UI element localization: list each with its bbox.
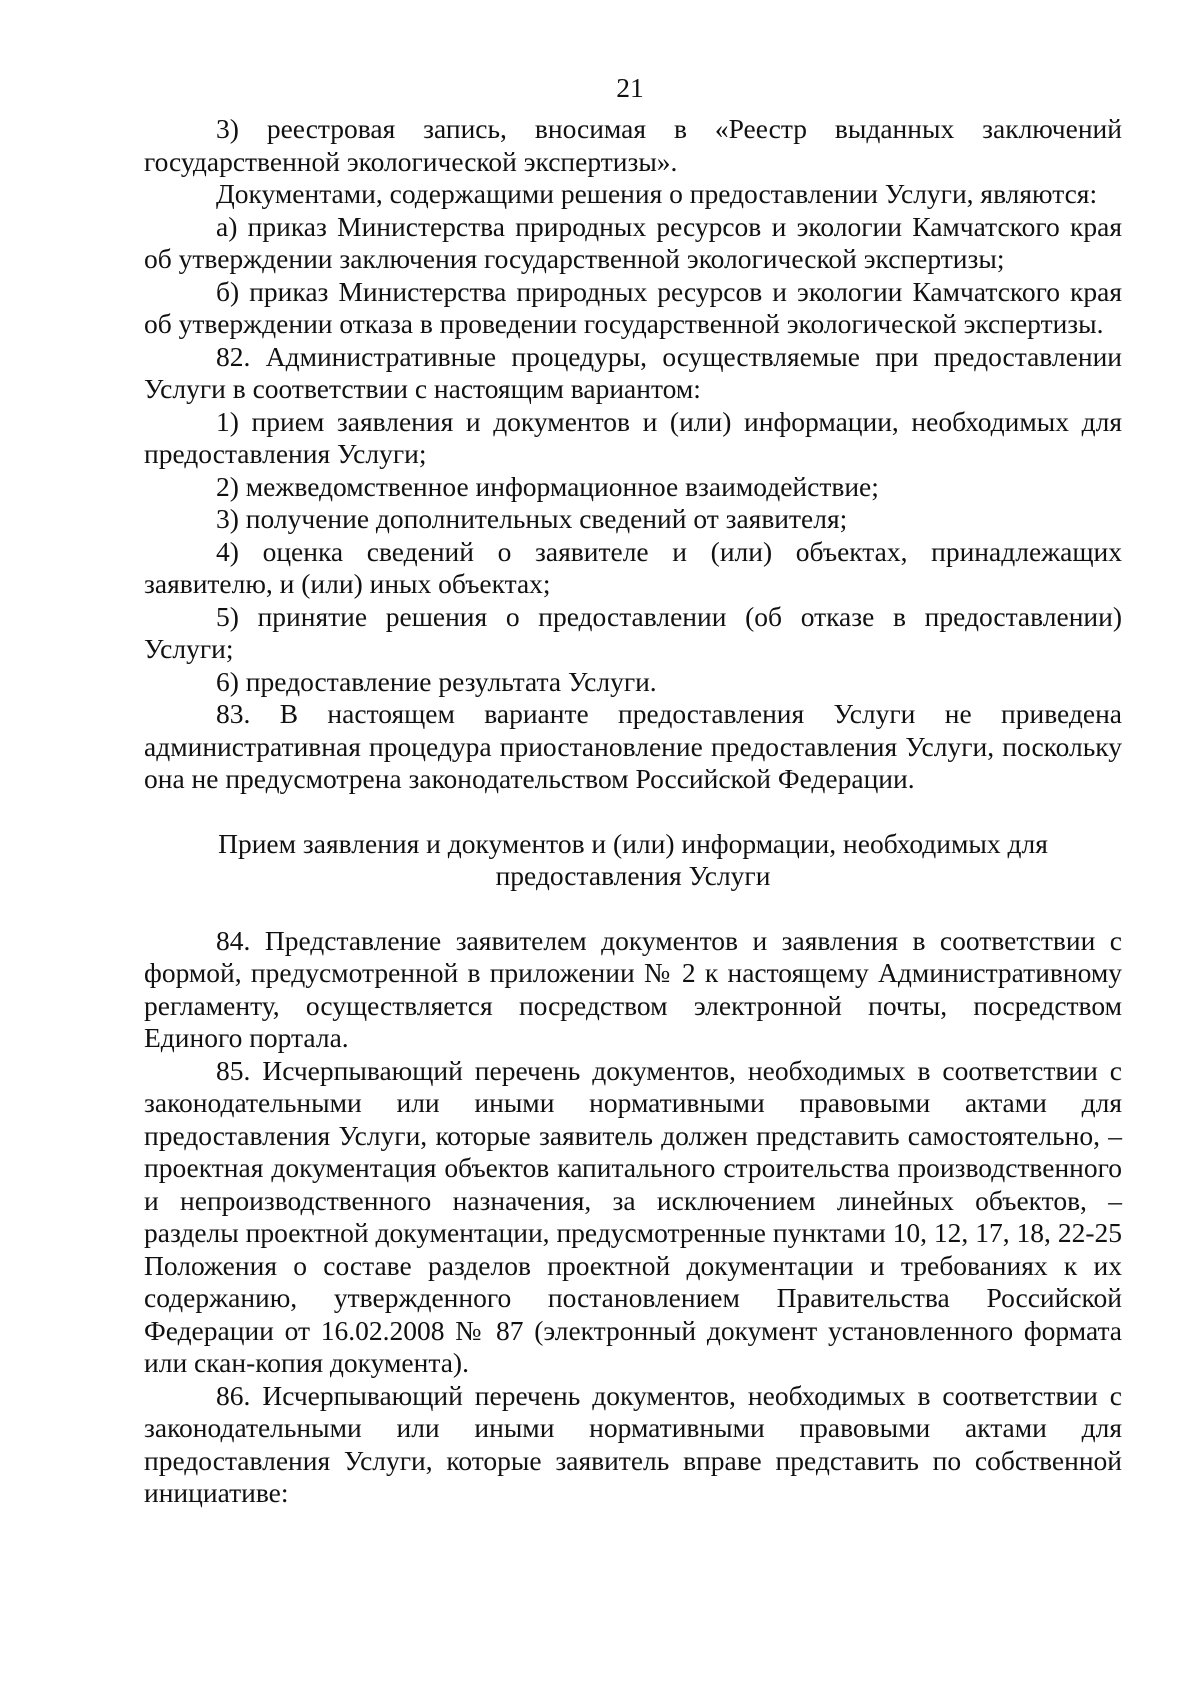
list-item-5: 5) принятие решения о предоставлении (об отказе в предоставлении) Услуги; [144,600,1122,664]
paragraph-86: 86. Исчерпывающий перечень документов, необходимых в соответствии с законодательными или иными нормативными правовыми актами для предоставления Услуги, которые заявитель вправе представить по собственной инициативе: [144,1379,1122,1508]
spacer [144,796,1122,828]
paragraph-decision-documents: Документами, содержащими решения о предоставлении Услуги, являются: [216,178,1098,209]
spacer [144,893,1122,925]
paragraph-82: 82. Административные процедуры, осуществляемые при предоставлении Услуги в соответствии с настоящим вариантом: [144,340,1122,404]
list-item-6: 6) предоставление результата Услуги. [216,665,657,697]
list-item-1: 1) прием заявления и документов и (или) информации, необходимых для предоставления Услуги; [144,405,1122,469]
list-item-2: 2) межведомственное информационное взаимодействие; [216,470,879,502]
paragraph-order-refusal: б) приказ Министерства природных ресурсов и экологии Камчатского края об утверждении отказа в проведении государственной экологической экспертизы. [144,275,1122,339]
paragraph-83: 83. В настоящем варианте предоставления Услуги не приведена административная процедура приостановление предоставления Услуги, поскольку она не предусмотрена законодательством Российской Федерации. [144,698,1122,794]
document-body [144,113,1122,1510]
paragraph-85: 85. Исчерпывающий перечень документов, необходимых в соответствии с законодательными или иными нормативными правовыми актами для предоставления Услуги, которые заявитель должен представить самостоятельно, – проектная документация объектов капитального строительства производственного и непроизводственного назначения, за исключением линейных объектов, – разделы проектной документации, предусмотренные пунктами 10, 12, 17, 18, 22-25 Положения о составе разделов проектной документации и требованиях к их содержанию, утвержденного постановлением Правительства Российской Федерации от 16.02.2008 № 87 (электронный документ установленного формата или скан-копия документа). [144,1054,1122,1378]
section-heading: Прием заявления и документов и (или) информации, необходимых для предоставления Услуги [218,827,1048,891]
paragraph-order-approval: а) приказ Министерства природных ресурсов и экологии Камчатского края об утверждении заключения государственной экологической экспертизы; [144,210,1122,274]
page-number: 21 [616,72,644,103]
list-item-4: 4) оценка сведений о заявителе и (или) объектах, принадлежащих заявителю, и (или) иных объектах; [144,535,1122,599]
list-item-3: 3) получение дополнительных сведений от заявителя; [216,503,848,534]
paragraph-registry-entry: 3) реестровая запись, вносимая в «Реестр выданных заключений государственной экологической экспертизы». [144,113,1122,177]
paragraph-84: 84. Представление заявителем документов и заявления в соответствии с формой, предусмотренной в приложении № 2 к настоящему Административному регламенту, осуществляется посредством электронной почты, посредством Единого портала. [144,924,1122,1053]
